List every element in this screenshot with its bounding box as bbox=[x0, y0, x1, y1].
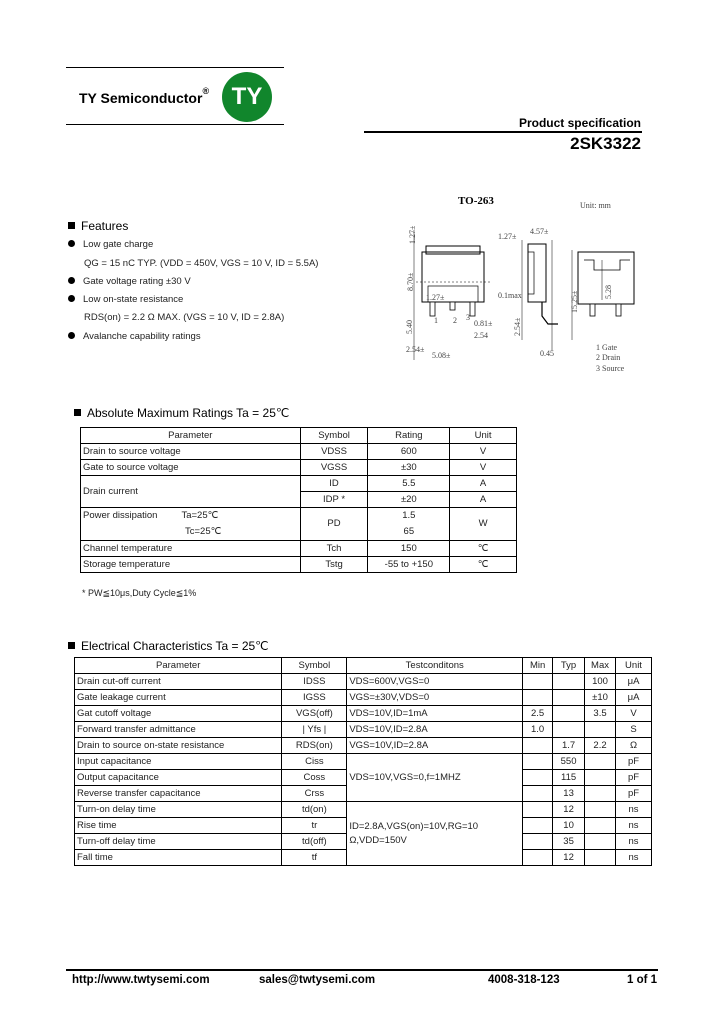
table-cell bbox=[523, 818, 553, 834]
header-bottom-rule bbox=[66, 124, 284, 125]
package-name: TO-263 bbox=[458, 195, 494, 207]
table-cell: tf bbox=[282, 850, 347, 866]
table-cell: Parameter bbox=[75, 658, 282, 674]
table-cell bbox=[585, 802, 616, 818]
table-cell: Testconditons bbox=[347, 658, 523, 674]
svg-text:3 Source: 3 Source bbox=[596, 364, 625, 373]
table-cell: Max bbox=[585, 658, 616, 674]
table-cell bbox=[585, 722, 616, 738]
table-cell: VGS=10V,ID=2.8A bbox=[347, 738, 523, 754]
table-cell: 13 bbox=[553, 786, 585, 802]
table-cell: PD bbox=[300, 508, 368, 541]
table-cell: 12 bbox=[553, 850, 585, 866]
table-cell: pF bbox=[616, 770, 652, 786]
abs-max-title: Absolute Maximum Ratings Ta = 25℃ bbox=[74, 406, 289, 420]
registered-mark: ® bbox=[202, 86, 210, 96]
table-cell: Rise time bbox=[75, 818, 282, 834]
table-cell: S bbox=[616, 722, 652, 738]
table-row bbox=[75, 722, 652, 738]
table-header-row bbox=[75, 658, 652, 674]
svg-text:1.27±: 1.27± bbox=[408, 225, 417, 244]
table-cell: Typ bbox=[553, 658, 585, 674]
package-drawing bbox=[400, 190, 660, 380]
table-cell: ns bbox=[616, 850, 652, 866]
table-cell: 1.5 65 bbox=[368, 508, 450, 541]
svg-text:1.27±: 1.27± bbox=[426, 293, 445, 302]
table-cell: ns bbox=[616, 802, 652, 818]
table-cell: IDSS bbox=[282, 674, 347, 690]
table-cell: Reverse transfer capacitance bbox=[75, 786, 282, 802]
table-row bbox=[81, 508, 517, 541]
svg-text:2 Drain: 2 Drain bbox=[596, 353, 621, 362]
table-cell bbox=[523, 786, 553, 802]
table-cell: -55 to +150 bbox=[368, 557, 450, 573]
part-rule bbox=[364, 131, 642, 133]
table-row bbox=[75, 738, 652, 754]
table-cell: pF bbox=[616, 754, 652, 770]
table-cell bbox=[523, 770, 553, 786]
table-cell bbox=[553, 706, 585, 722]
svg-text:0.81±: 0.81± bbox=[474, 319, 493, 328]
table-cell: V bbox=[450, 460, 517, 476]
company-logo: TY bbox=[222, 72, 272, 122]
table-cell: Forward transfer admittance bbox=[75, 722, 282, 738]
table-cell: Gat cutoff voltage bbox=[75, 706, 282, 722]
pin-1 bbox=[430, 302, 435, 316]
table-row bbox=[75, 690, 652, 706]
table-cell: Drain to source voltage bbox=[81, 444, 301, 460]
footer-phone: 4008-318-123 bbox=[488, 974, 560, 986]
switching-conditions: ID=2.8A,VGS(on)=10V,RG=10 Ω,VDD=150V bbox=[347, 802, 523, 866]
feature-item: QG = 15 nC TYP. (VDD = 450V, VGS = 10 V, ID = 5.5A) bbox=[84, 258, 319, 269]
table-cell: A bbox=[450, 492, 517, 508]
table-cell: 1.7 bbox=[553, 738, 585, 754]
table-cell: 1.0 bbox=[523, 722, 553, 738]
table-cell: ns bbox=[616, 818, 652, 834]
col-header: Parameter bbox=[81, 428, 301, 444]
table-cell: 100 bbox=[585, 674, 616, 690]
table-cell bbox=[523, 738, 553, 754]
svg-text:8.70±: 8.70± bbox=[406, 272, 415, 291]
table-row bbox=[81, 557, 517, 573]
table-cell: μA bbox=[616, 690, 652, 706]
feature-item: Gate voltage rating ±30 V bbox=[68, 276, 191, 287]
pin-2 bbox=[450, 302, 455, 310]
abs-max-note: * PW≦10μs,Duty Cycle≦1% bbox=[82, 588, 197, 598]
table-cell: ±10 bbox=[585, 690, 616, 706]
table-cell: VDS=10V,ID=1mA bbox=[347, 706, 523, 722]
table-cell bbox=[585, 850, 616, 866]
table-cell: 600 bbox=[368, 444, 450, 460]
feature-item: RDS(on) = 2.2 Ω MAX. (VGS = 10 V, ID = 2.8A) bbox=[84, 312, 285, 323]
table-row bbox=[75, 754, 652, 770]
elec-table bbox=[74, 657, 652, 866]
table-cell: Channel temperature bbox=[81, 541, 301, 557]
table-cell: Drain current bbox=[81, 476, 301, 508]
table-row bbox=[75, 802, 652, 818]
table-cell: VGS=±30V,VDS=0 bbox=[347, 690, 523, 706]
table-cell: ns bbox=[616, 834, 652, 850]
svg-text:2.54±: 2.54± bbox=[406, 345, 425, 354]
svg-text:0.45: 0.45 bbox=[540, 349, 554, 358]
table-cell: td(off) bbox=[282, 834, 347, 850]
table-header-row bbox=[81, 428, 517, 444]
table-row bbox=[81, 541, 517, 557]
svg-text:1 Gate: 1 Gate bbox=[596, 343, 618, 352]
table-cell bbox=[553, 722, 585, 738]
table-cell bbox=[553, 690, 585, 706]
table-row bbox=[81, 460, 517, 476]
table-cell: Ω bbox=[616, 738, 652, 754]
table-cell: 3.5 bbox=[585, 706, 616, 722]
svg-text:5.08±: 5.08± bbox=[432, 351, 451, 360]
table-cell: Output capacitance bbox=[75, 770, 282, 786]
table-cell: Power dissipation Ta=25℃ Tc=25℃ bbox=[81, 508, 301, 541]
table-cell bbox=[585, 834, 616, 850]
table-cell bbox=[523, 674, 553, 690]
table-cell: Symbol bbox=[282, 658, 347, 674]
table-cell: IDP * bbox=[300, 492, 368, 508]
svg-text:5.28: 5.28 bbox=[604, 285, 613, 299]
table-row bbox=[75, 674, 652, 690]
table-cell: 550 bbox=[553, 754, 585, 770]
table-cell: Input capacitance bbox=[75, 754, 282, 770]
table-cell: Turn-on delay time bbox=[75, 802, 282, 818]
table-row bbox=[81, 476, 517, 492]
table-cell: Crss bbox=[282, 786, 347, 802]
svg-text:15.25±: 15.25± bbox=[570, 290, 579, 313]
table-cell: 5.5 bbox=[368, 476, 450, 492]
table-cell: W bbox=[450, 508, 517, 541]
table-cell: Tch bbox=[300, 541, 368, 557]
table-cell: VDS=600V,VGS=0 bbox=[347, 674, 523, 690]
table-cell bbox=[585, 770, 616, 786]
abs-max-table bbox=[80, 427, 517, 573]
table-cell: Coss bbox=[282, 770, 347, 786]
table-cell: VGS(off) bbox=[282, 706, 347, 722]
table-cell: VDS=10V,ID=2.8A bbox=[347, 722, 523, 738]
table-cell: 115 bbox=[553, 770, 585, 786]
table-cell: Min bbox=[523, 658, 553, 674]
brand-name: TY Semiconductor® bbox=[79, 86, 210, 106]
capacitance-conditions: VDS=10V,VGS=0,f=1MHZ bbox=[347, 754, 523, 802]
table-cell: | Yfs | bbox=[282, 722, 347, 738]
svg-text:5.40: 5.40 bbox=[405, 320, 414, 334]
col-header: Rating bbox=[368, 428, 450, 444]
table-cell bbox=[523, 834, 553, 850]
footer-website[interactable]: http://www.twtysemi.com bbox=[72, 974, 210, 986]
table-cell: Gate to source voltage bbox=[81, 460, 301, 476]
table-cell: Gate leakage current bbox=[75, 690, 282, 706]
table-cell: pF bbox=[616, 786, 652, 802]
svg-text:2.54±: 2.54± bbox=[513, 317, 522, 336]
svg-text:3: 3 bbox=[466, 313, 470, 322]
svg-text:2: 2 bbox=[453, 316, 457, 325]
back-pin-3 bbox=[616, 304, 621, 316]
table-cell: 2.5 bbox=[523, 706, 553, 722]
feature-item: Low gate charge bbox=[68, 239, 153, 250]
table-cell bbox=[523, 802, 553, 818]
pin-3 bbox=[470, 302, 475, 316]
back-pin-1 bbox=[590, 304, 595, 316]
table-row bbox=[75, 706, 652, 722]
table-cell: 35 bbox=[553, 834, 585, 850]
table-cell: ℃ bbox=[450, 541, 517, 557]
table-cell bbox=[585, 818, 616, 834]
table-cell: Fall time bbox=[75, 850, 282, 866]
table-cell: 10 bbox=[553, 818, 585, 834]
table-cell: RDS(on) bbox=[282, 738, 347, 754]
header-top-rule bbox=[66, 67, 284, 68]
part-number: 2SK3322 bbox=[570, 134, 641, 153]
table-cell: IGSS bbox=[282, 690, 347, 706]
table-cell: Drain to source on-state resistance bbox=[75, 738, 282, 754]
elec-title: Electrical Characteristics Ta = 25℃ bbox=[68, 639, 269, 653]
table-cell: VDSS bbox=[300, 444, 368, 460]
side-body bbox=[528, 244, 546, 302]
table-cell bbox=[553, 674, 585, 690]
col-header: Symbol bbox=[300, 428, 368, 444]
front-tab bbox=[426, 246, 480, 254]
table-cell bbox=[585, 754, 616, 770]
table-cell: V bbox=[616, 706, 652, 722]
table-cell bbox=[523, 754, 553, 770]
table-cell: ±30 bbox=[368, 460, 450, 476]
table-cell: Storage temperature bbox=[81, 557, 301, 573]
svg-text:0.1max: 0.1max bbox=[498, 291, 522, 300]
table-cell: Turn-off delay time bbox=[75, 834, 282, 850]
svg-text:1: 1 bbox=[434, 316, 438, 325]
product-spec-label: Product specification bbox=[518, 116, 641, 130]
footer-page: 1 of 1 bbox=[627, 974, 658, 986]
col-header: Unit bbox=[450, 428, 517, 444]
svg-text:1.27±: 1.27± bbox=[498, 232, 517, 241]
table-row bbox=[81, 444, 517, 460]
package-unit: Unit: mm bbox=[580, 201, 611, 210]
table-cell bbox=[523, 690, 553, 706]
table-cell bbox=[523, 850, 553, 866]
table-cell bbox=[585, 786, 616, 802]
svg-text:4.57±: 4.57± bbox=[530, 227, 549, 236]
table-cell: Ciss bbox=[282, 754, 347, 770]
table-cell: 150 bbox=[368, 541, 450, 557]
side-tab bbox=[528, 252, 534, 294]
table-cell: A bbox=[450, 476, 517, 492]
table-cell: V bbox=[450, 444, 517, 460]
table-cell: ±20 bbox=[368, 492, 450, 508]
table-cell: 2.2 bbox=[585, 738, 616, 754]
table-cell: Tstg bbox=[300, 557, 368, 573]
table-cell: tr bbox=[282, 818, 347, 834]
side-lead bbox=[542, 302, 558, 324]
svg-text:2.54: 2.54 bbox=[474, 331, 488, 340]
table-cell: td(on) bbox=[282, 802, 347, 818]
table-cell: ℃ bbox=[450, 557, 517, 573]
table-cell: Unit bbox=[616, 658, 652, 674]
table-cell: VGSS bbox=[300, 460, 368, 476]
feature-item: Avalanche capability ratings bbox=[68, 331, 201, 342]
footer-email[interactable]: sales@twtysemi.com bbox=[259, 974, 376, 986]
table-cell: Drain cut-off current bbox=[75, 674, 282, 690]
table-cell: 12 bbox=[553, 802, 585, 818]
table-cell: μA bbox=[616, 674, 652, 690]
features-title: Features bbox=[68, 219, 128, 233]
feature-item: Low on-state resistance bbox=[68, 294, 183, 305]
table-cell: ID bbox=[300, 476, 368, 492]
footer-rule bbox=[66, 969, 658, 971]
